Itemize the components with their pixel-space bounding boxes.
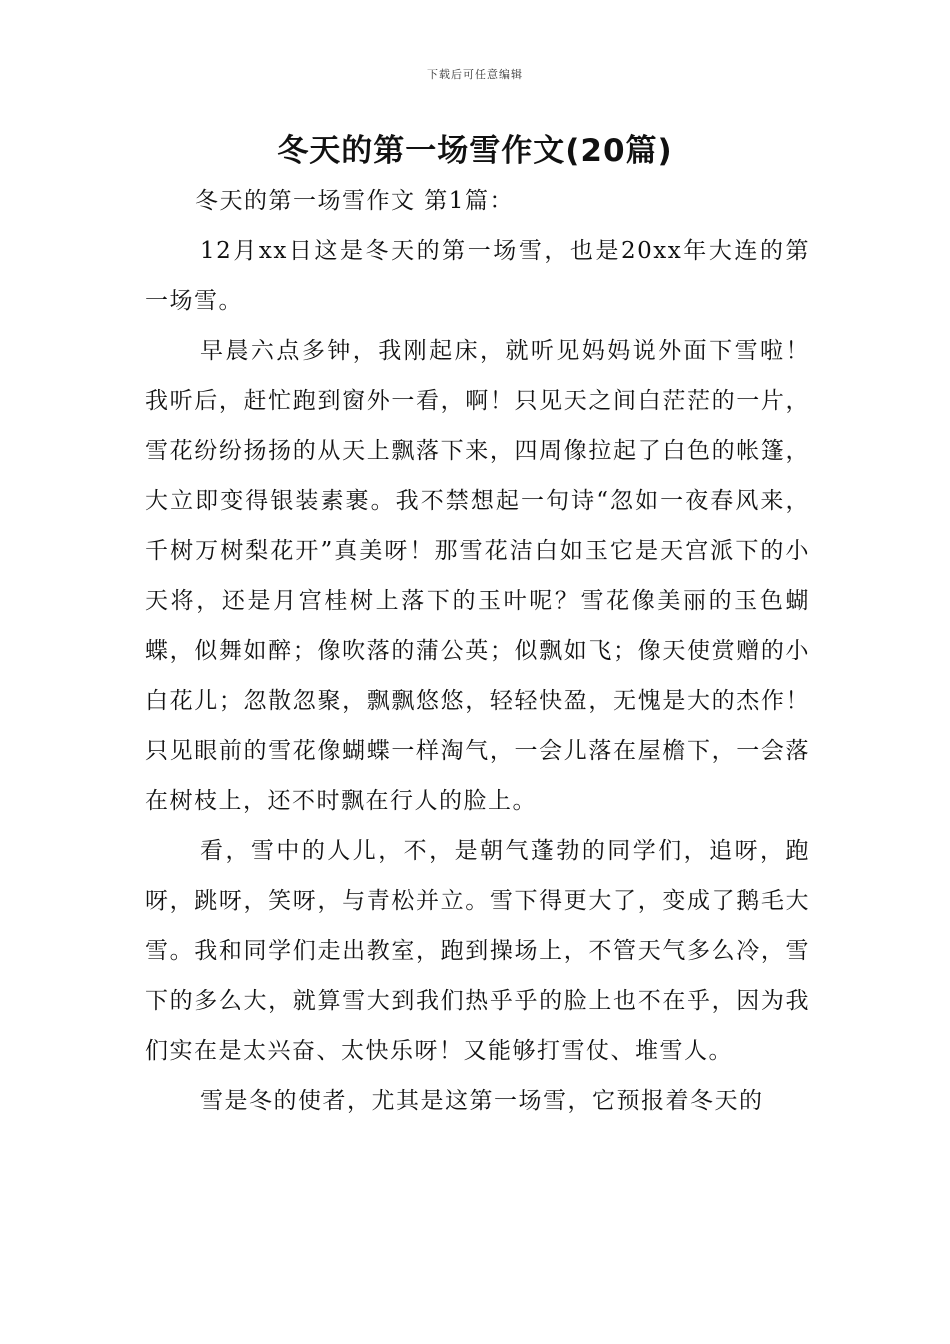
- paragraph-2: 早晨六点多钟，我刚起床，就听见妈妈说外面下雪啦！我听后，赶忙跑到窗外一看，啊！只见天之间白茫茫的一片，雪花纷纷扬扬的从天上飘落下来，四周像拉起了白色的帐篷，大立即变得银装素裹。我不禁想起一句诗“忽如一夜春风来，千树万树梨花开”真美呀！那雪花洁白如玉它是天宫派下的小天将，还是月宫桂树上落下的玉叶呢？雪花像美丽的玉色蝴蝶，似舞如醉；像吹落的蒲公英；似飘如飞；像天使赏赠的小白花儿；忽散忽聚，飘飘悠悠，轻轻快盈，无愧是大的杰作！只见眼前的雪花像蝴蝶一样淘气，一会儿落在屋檐下，一会落在树枝上，还不时飘在行人的脸上。: [145, 338, 810, 814]
- document-body: [145, 176, 810, 1126]
- paragraph-4: 雪是冬的使者，尤其是这第一场雪，它预报着冬天的: [200, 1088, 764, 1114]
- header-note: 下载后可任意编辑: [427, 68, 523, 81]
- document-title: 冬天的第一场雪作文(20篇): [277, 133, 673, 169]
- paragraph-3: 看，雪中的人儿，不，是朝气蓬勃的同学们，追呀，跑呀，跳呀，笑呀，与青松并立。雪下得更大了，变成了鹅毛大雪。我和同学们走出教室，跑到操场上，不管天气多么冷，雪下的多么大，就算雪大到我们热乎乎的脸上也不在乎，因为我们实在是太兴奋、太快乐呀！又能够打雪仗、堆雪人。: [145, 838, 810, 1064]
- paragraph-1: 12月xx日这是冬天的第一场雪，也是20xx年大连的第一场雪。: [145, 238, 810, 314]
- essay-subheading: 冬天的第一场雪作文 第1篇：: [195, 188, 514, 214]
